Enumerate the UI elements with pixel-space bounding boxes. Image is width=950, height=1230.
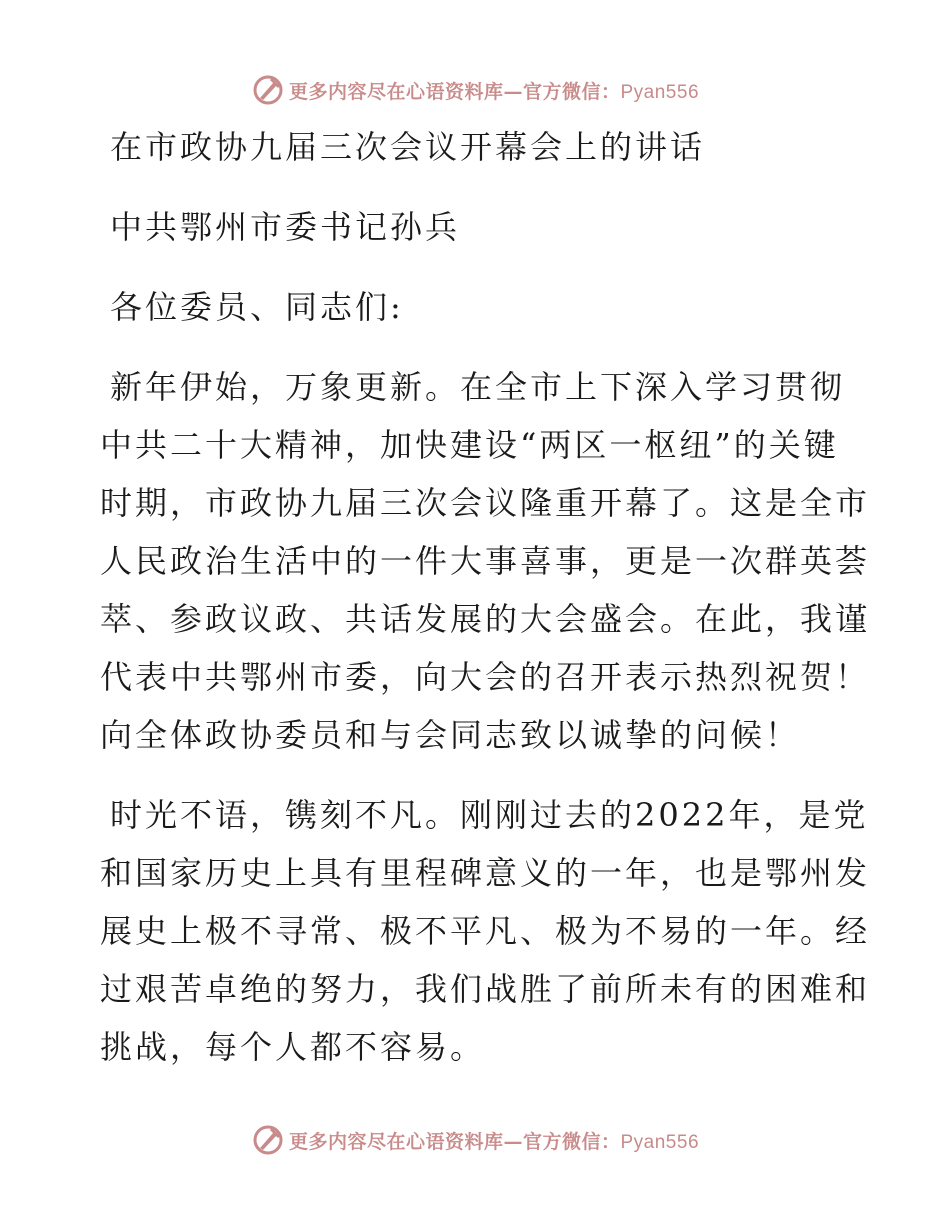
wechat-id: Pyan556 [620, 1131, 700, 1153]
paragraph-line: 时光不语，镌刻不凡。刚刚过去的2022年，是党 [110, 796, 869, 834]
paragraph-line: 时期，市政协九届三次会议隆重开幕了。这是全市 [100, 484, 871, 522]
paragraph-line: 代表中共鄂州市委，向大会的召开表示热烈祝贺！ [100, 658, 871, 696]
pen-nib-circle-icon [251, 73, 285, 107]
watermark-banner-bottom [0, 1120, 950, 1160]
paragraph-line: 挑战，每个人都不容易。 [100, 1028, 486, 1066]
paragraph-line: 展史上极不寻常、极不平凡、极为不易的一年。经 [100, 912, 871, 950]
paragraph-line: 人民政治生活中的一件大事喜事，更是一次群英荟 [100, 542, 871, 580]
paragraph-line: 中共二十大精神，加快建设“两区一枢纽”的关键 [100, 426, 839, 464]
document-title: 在市政协九届三次会议开幕会上的讲话 [110, 128, 706, 166]
document-salutation: 各位委员、同志们: [110, 288, 404, 326]
watermark-text: 更多内容尽在心语资料库—官方微信：Pyan556 [288, 1130, 700, 1153]
paragraph-line: 萃、参政议政、共话发展的大会盛会。在此，我谨 [100, 600, 871, 638]
paragraph-2 [100, 786, 871, 1076]
wechat-id: Pyan556 [620, 81, 700, 103]
paragraph-line: 新年伊始，万象更新。在全市上下深入学习贯彻 [110, 368, 846, 406]
paragraph-line: 向全体政协委员和与会同志致以诚挚的问候！ [100, 716, 801, 754]
watermark-banner-top [0, 70, 950, 110]
paragraph-1 [100, 358, 871, 764]
document-author: 中共鄂州市委书记孙兵 [110, 208, 461, 246]
paragraph-line: 过艰苦卓绝的努力，我们战胜了前所未有的困难和 [100, 970, 871, 1008]
paragraph-line: 和国家历史上具有里程碑意义的一年，也是鄂州发 [100, 854, 871, 892]
watermark-text: 更多内容尽在心语资料库—官方微信：Pyan556 [288, 80, 700, 103]
document-body [100, 118, 871, 1076]
pen-nib-circle-icon [251, 1123, 285, 1157]
